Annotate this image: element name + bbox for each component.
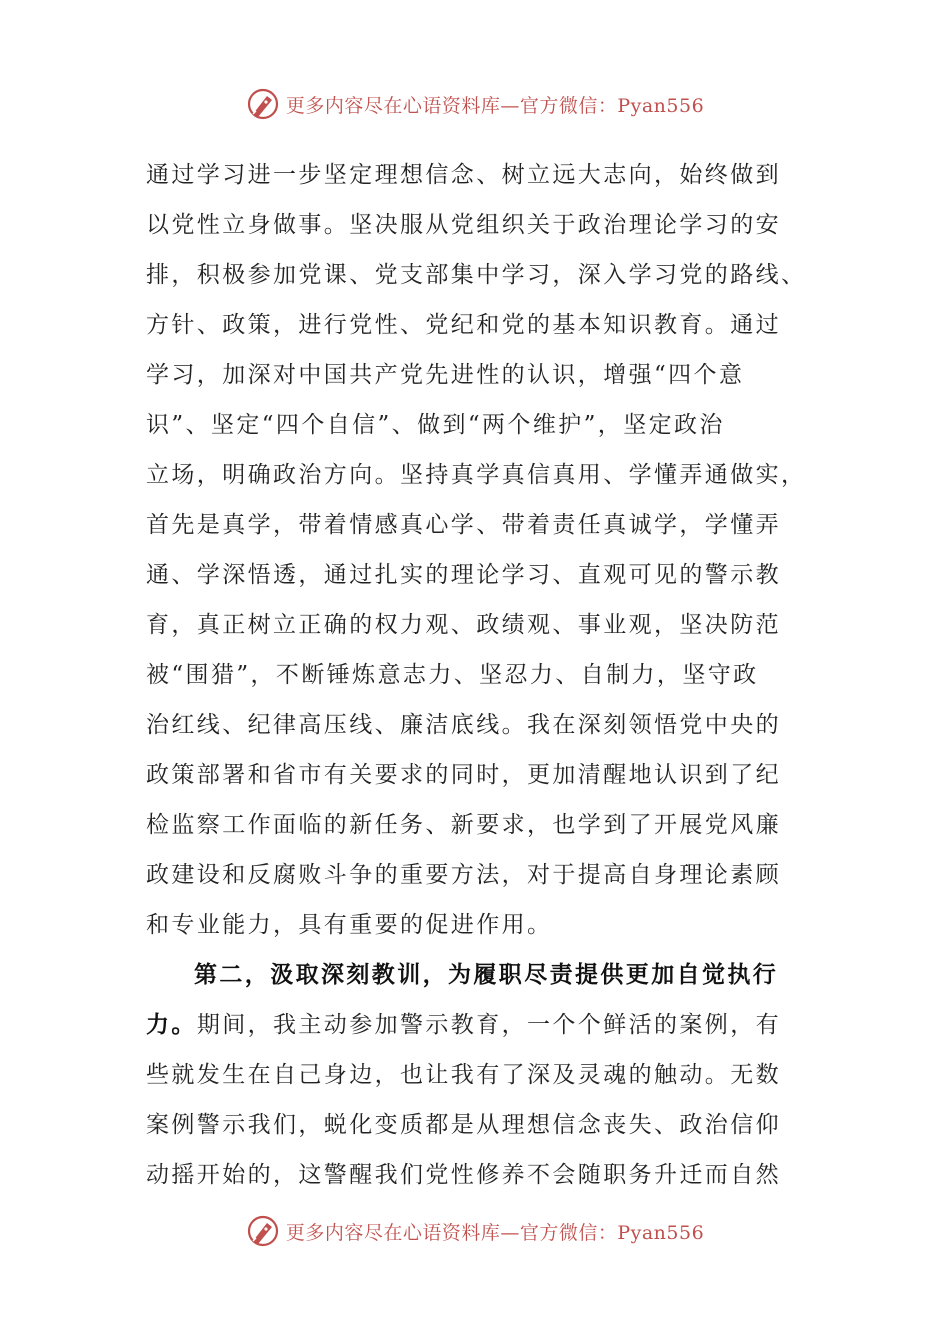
text-line: 力。期间，我主动参加警示教育，一个个鲜活的案例，有 <box>146 1011 782 1038</box>
pen-nib-icon <box>246 87 280 121</box>
text-line: 首先是真学，带着情感真心学、带着责任真诚学，学懂弄 <box>146 512 781 538</box>
section-heading-line <box>146 950 808 1000</box>
text-line: 学习，加深对中国共产党先进性的认识，增强“四个意 <box>146 362 745 388</box>
section-heading-end: 力。 <box>146 1011 197 1038</box>
text-line: 育，真正树立正确的权力观、政绩观、事业观，坚决防范 <box>146 612 781 638</box>
text-line: 政策部署和省市有关要求的同时，更加清醒地认识到了纪 <box>146 762 781 788</box>
text-line: 检监察工作面临的新任务、新要求，也学到了开展党风廉 <box>146 812 781 838</box>
text-line: 些就发生在自己身边，也让我有了深及灵魂的触动。无数 <box>146 1062 781 1088</box>
pen-nib-icon <box>246 1214 280 1248</box>
text-line: 方针、政策，进行党性、党纪和党的基本知识教育。通过 <box>146 312 781 338</box>
footer-banner <box>0 1211 950 1251</box>
text-line: 被“围猎”，不断锤炼意志力、坚忍力、自制力，坚守政 <box>146 662 759 688</box>
section-heading: 第二，汲取深刻教训，为履职尽责提供更加自觉执行 <box>194 961 779 988</box>
banner-text: 更多内容尽在心语资料库—官方微信：Pyan556 <box>285 94 705 117</box>
text-line: 识”、坚定“四个自信”、做到“两个维护”，坚定政治 <box>146 412 725 438</box>
text-line: 政建设和反腐败斗争的重要方法，对于提高自身理论素顾 <box>146 862 781 888</box>
text-line: 通、学深悟透，通过扎实的理论学习、直观可见的警示教 <box>146 562 781 588</box>
text-line: 排，积极参加党课、党支部集中学习，深入学习党的路线、 <box>146 262 807 288</box>
text-line: 以党性立身做事。坚决服从党组织关于政治理论学习的安 <box>146 212 781 238</box>
text-line: 立场，明确政治方向。坚持真学真信真用、学懂弄通做实， <box>146 462 807 488</box>
text-line: 通过学习进一步坚定理想信念、树立远大志向，始终做到 <box>146 162 781 188</box>
text-line: 动摇开始的，这警醒我们党性修养不会随职务升迁而自然 <box>146 1162 781 1188</box>
text-line: 治红线、纪律高压线、廉洁底线。我在深刻领悟党中央的 <box>146 712 781 738</box>
header-banner <box>0 84 950 124</box>
banner-text: 更多内容尽在心语资料库—官方微信：Pyan556 <box>285 1221 705 1244</box>
document-body <box>146 150 808 1200</box>
text-line: 和专业能力，具有重要的促进作用。 <box>146 912 553 938</box>
text-line: 案例警示我们，蜕化变质都是从理想信念丧失、政治信仰 <box>146 1112 781 1138</box>
